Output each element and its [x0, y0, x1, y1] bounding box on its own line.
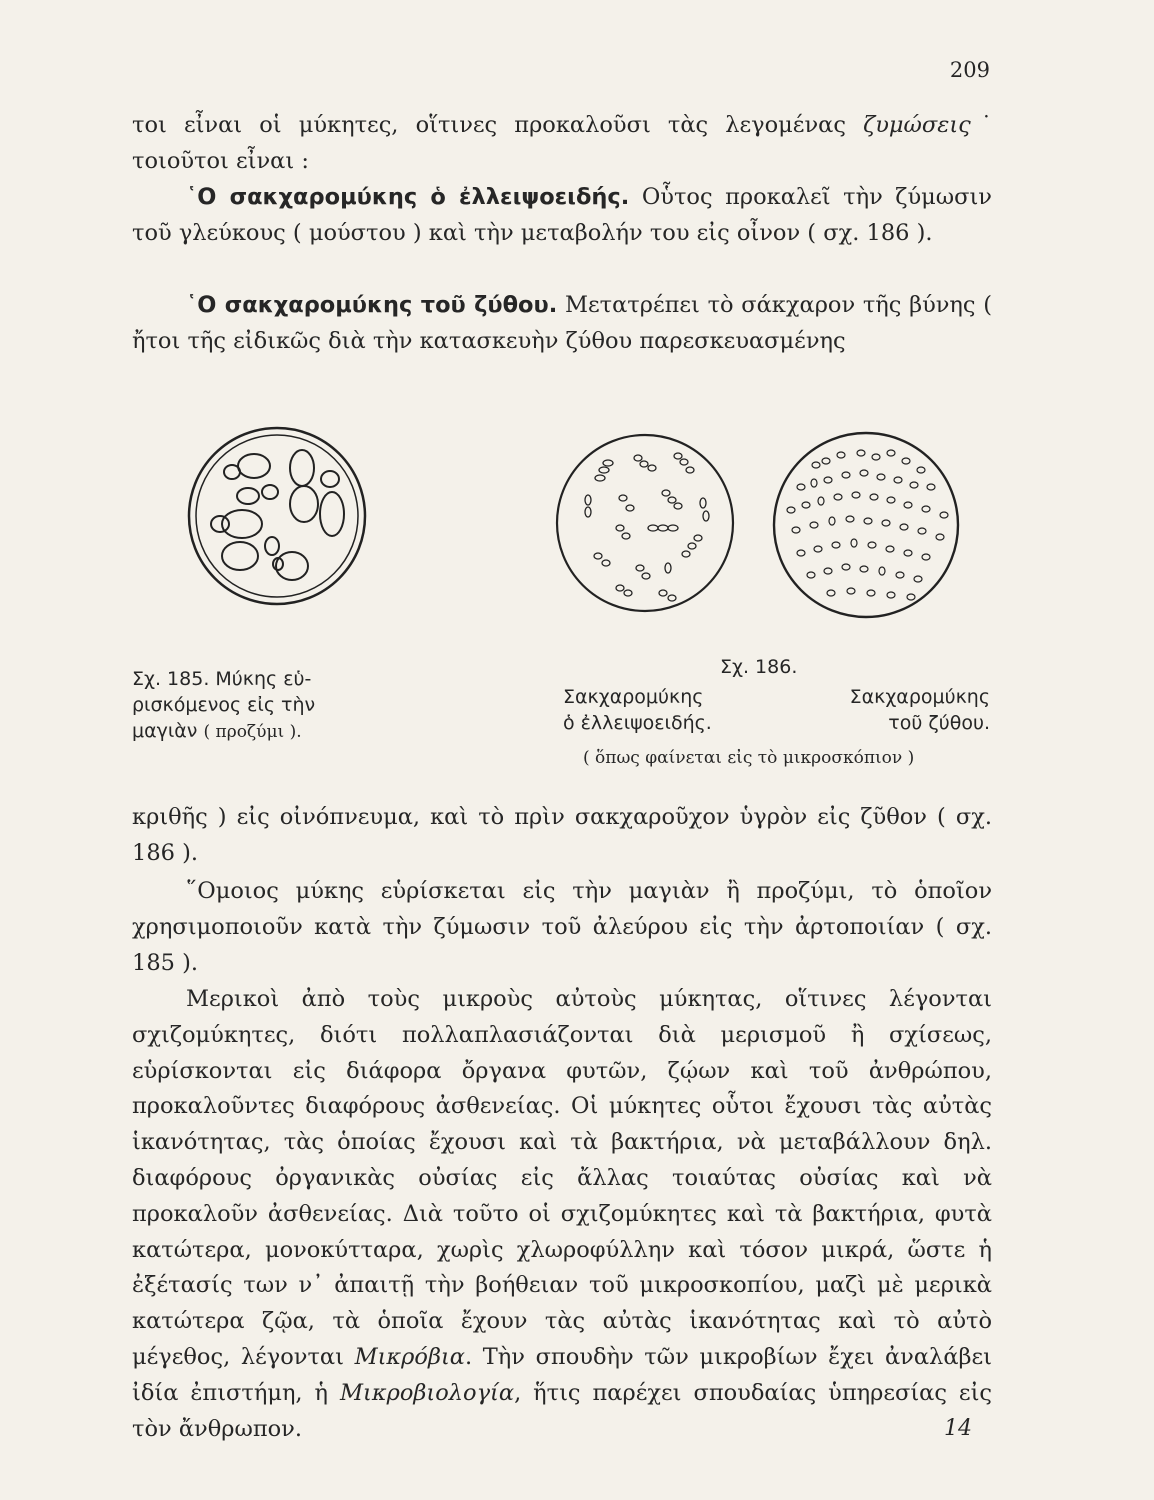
text-run: Μετατρέπει τὸ σάκχαρον τῆς βύνης ( ἤτοι τῆς εἰδικῶς διὰ τὴν κατασκευὴν ζύθου παρεσκευασμένης	[132, 292, 992, 354]
signature-number: 14	[944, 1416, 972, 1441]
caption-line	[132, 718, 377, 745]
caption-line: τοῦ ζύθου.	[888, 712, 990, 734]
caption-small: ( προζύμι ).	[203, 722, 302, 742]
caption-line: ρισκόμενος εἰς τὴν	[132, 694, 316, 716]
paragraph-similar-fungus: ῞Ομοιος μύκης εὑρίσκεται εἰς τὴν μαγιὰν ἢ προζύμι, τὸ ὁποῖον χρησιμοποιοῦν κατὰ τὴν ζύμωσιν τοῦ ἀλεύρου εἰς τὴν ἀρτοποιίαν ( σχ. 185 ).	[132, 878, 992, 976]
italic-term: Μικρόβια	[354, 1343, 465, 1370]
figure-186-beer-yeast-circle	[766, 425, 966, 625]
figure-186-ellipsoid-yeast-circle	[548, 428, 743, 618]
caption-line: Σακχαρομύκης	[563, 686, 704, 708]
text-run: τοι εἶναι οἱ μύκητες, οἵτινες προκαλοῦσι τὰς λεγομένας	[132, 112, 864, 138]
paragraph-barley: κριθῆς ) εἰς οἰνόπνευμα, καὶ τὸ πρὶν σακχαροῦχον ὑγρὸν εἰς ζῦθον ( σχ. 186 ).	[132, 804, 992, 866]
paragraph-intro	[132, 108, 992, 180]
text-run: , ἥτις παρέχει σπουδαίας ὑπηρεσίας εἰς τὸν ἄνθρωπον.	[132, 1379, 993, 1442]
caption-small: ( ὅπως φαίνεται εἰς τὸ μικροσκόπιον )	[583, 748, 915, 768]
figure-185-yeast-circle	[182, 424, 372, 609]
caption-line: ὁ ἐλλειψοειδής.	[563, 712, 712, 734]
text-run: ˙ τοιοῦτοι εἶναι :	[132, 112, 992, 174]
figure-185-caption	[132, 666, 377, 745]
figure-186-right-caption	[820, 684, 990, 736]
caption-text: μαγιὰν	[132, 720, 198, 742]
text-run: Οὗτος προκαλεῖ τὴν ζύμωσιν τοῦ γλεύκους ( μούστου ) καὶ τὴν μεταβολήν του εἰς οἶνον ( σχ. 186 ).	[132, 184, 992, 246]
caption-line: Σακχαρομύκης	[849, 686, 990, 708]
caption-line: Σχ. 185. Μύκης εὑ-	[132, 668, 312, 690]
text-run: Μερικοὶ ἀπὸ τοὺς μικροὺς αὐτοὺς μύκητας, οἵτινες λέγονται σχιζομύκητες, διότι πολλαπλασιάζονται διὰ μερισμοῦ ἢ σχίσεως, εὑρίσκονται εἰς διάφορα ὄργανα φυτῶν, ζῴων καὶ τοῦ ἀνθρώπου, προκαλοῦντες διαφόρους ἀσθενείας. Οἱ μύκητες οὗτοι ἔχουσι τὰς αὐτὰς ἱκανότητας, τὰς ὁποίας ἔχουσι καὶ τὰ βακτήρια, νὰ μεταβάλλουν δηλ. διαφόρους ὀργανικὰς οὐσίας εἰς ἄλλας τοιαύτας οὐσίας καὶ νὰ προκαλοῦν ἀσθενείας. Διὰ τοῦτο οἱ σχιζομύκητες καὶ τὰ βακτήρια, φυτὰ κατώτερα, μονοκύτταρα, χωρὶς χλωροφύλλην καὶ τόσον μικρά, ὥστε ἡ ἐξέτασίς των ν᾽ ἀπαιτῇ τὴν βοήθειαν τοῦ μικροσκοπίου, μαζὶ μὲ μερικὰ κατώτερα ζῷα, τὰ ὁποῖα ἔχουν τὰς αὐτὰς ἱκανότητας καὶ τὸ αὐτὸ μέγεθος, λέγονται	[132, 986, 992, 1370]
text-run: . Τὴν σπουδὴν τῶν μικροβίων ἔχει ἀναλάβει ἰδία ἐπιστήμη, ἡ	[132, 1343, 992, 1406]
page-number: 209	[949, 58, 990, 82]
paragraph-beer-yeast	[132, 288, 992, 360]
paragraph-ellipsoid-yeast	[132, 180, 992, 252]
figure-186-title: Σχ. 186.	[720, 656, 798, 678]
paragraph-microbes	[132, 982, 992, 1447]
bold-heading: ῾Ο σακχαρομύκης τοῦ ζύθου.	[186, 292, 558, 318]
italic-term: ζυμώσεις	[863, 112, 971, 138]
figure-186-note	[583, 744, 914, 771]
italic-term: Μικροβιολογία	[340, 1379, 515, 1406]
figure-186-left-caption	[563, 684, 712, 736]
bold-heading: ῾Ο σακχαρομύκης ὁ ἐλλειψοειδής.	[186, 184, 630, 210]
